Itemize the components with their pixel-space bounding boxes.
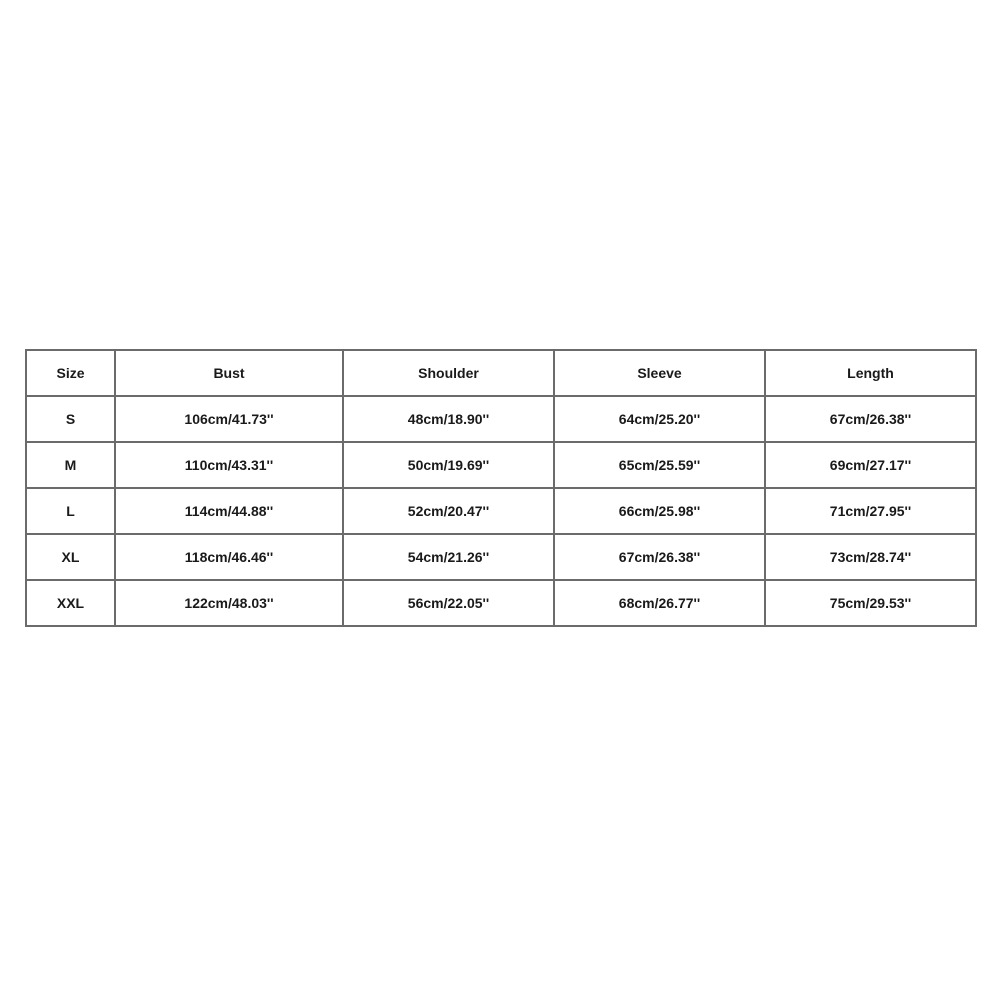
cell-length: 73cm/28.74'' [765, 534, 976, 580]
cell-shoulder: 54cm/21.26'' [343, 534, 554, 580]
cell-length: 71cm/27.95'' [765, 488, 976, 534]
cell-bust: 122cm/48.03'' [115, 580, 343, 626]
cell-bust: 118cm/46.46'' [115, 534, 343, 580]
table-row [26, 442, 976, 488]
cell-length: 75cm/29.53'' [765, 580, 976, 626]
cell-size: L [26, 488, 115, 534]
cell-bust: 110cm/43.31'' [115, 442, 343, 488]
cell-sleeve: 67cm/26.38'' [554, 534, 765, 580]
cell-length: 69cm/27.17'' [765, 442, 976, 488]
header-shoulder: Shoulder [343, 350, 554, 396]
table-row [26, 534, 976, 580]
cell-size: XXL [26, 580, 115, 626]
table-row [26, 488, 976, 534]
cell-size: XL [26, 534, 115, 580]
header-bust: Bust [115, 350, 343, 396]
cell-sleeve: 65cm/25.59'' [554, 442, 765, 488]
table-row [26, 580, 976, 626]
cell-bust: 114cm/44.88'' [115, 488, 343, 534]
header-size: Size [26, 350, 115, 396]
cell-shoulder: 56cm/22.05'' [343, 580, 554, 626]
table-row [26, 396, 976, 442]
cell-shoulder: 50cm/19.69'' [343, 442, 554, 488]
cell-bust: 106cm/41.73'' [115, 396, 343, 442]
cell-size: M [26, 442, 115, 488]
header-length: Length [765, 350, 976, 396]
cell-size: S [26, 396, 115, 442]
cell-sleeve: 66cm/25.98'' [554, 488, 765, 534]
cell-length: 67cm/26.38'' [765, 396, 976, 442]
cell-sleeve: 64cm/25.20'' [554, 396, 765, 442]
cell-shoulder: 48cm/18.90'' [343, 396, 554, 442]
cell-shoulder: 52cm/20.47'' [343, 488, 554, 534]
size-chart-table [25, 349, 977, 627]
cell-sleeve: 68cm/26.77'' [554, 580, 765, 626]
header-sleeve: Sleeve [554, 350, 765, 396]
header-row [26, 350, 976, 396]
